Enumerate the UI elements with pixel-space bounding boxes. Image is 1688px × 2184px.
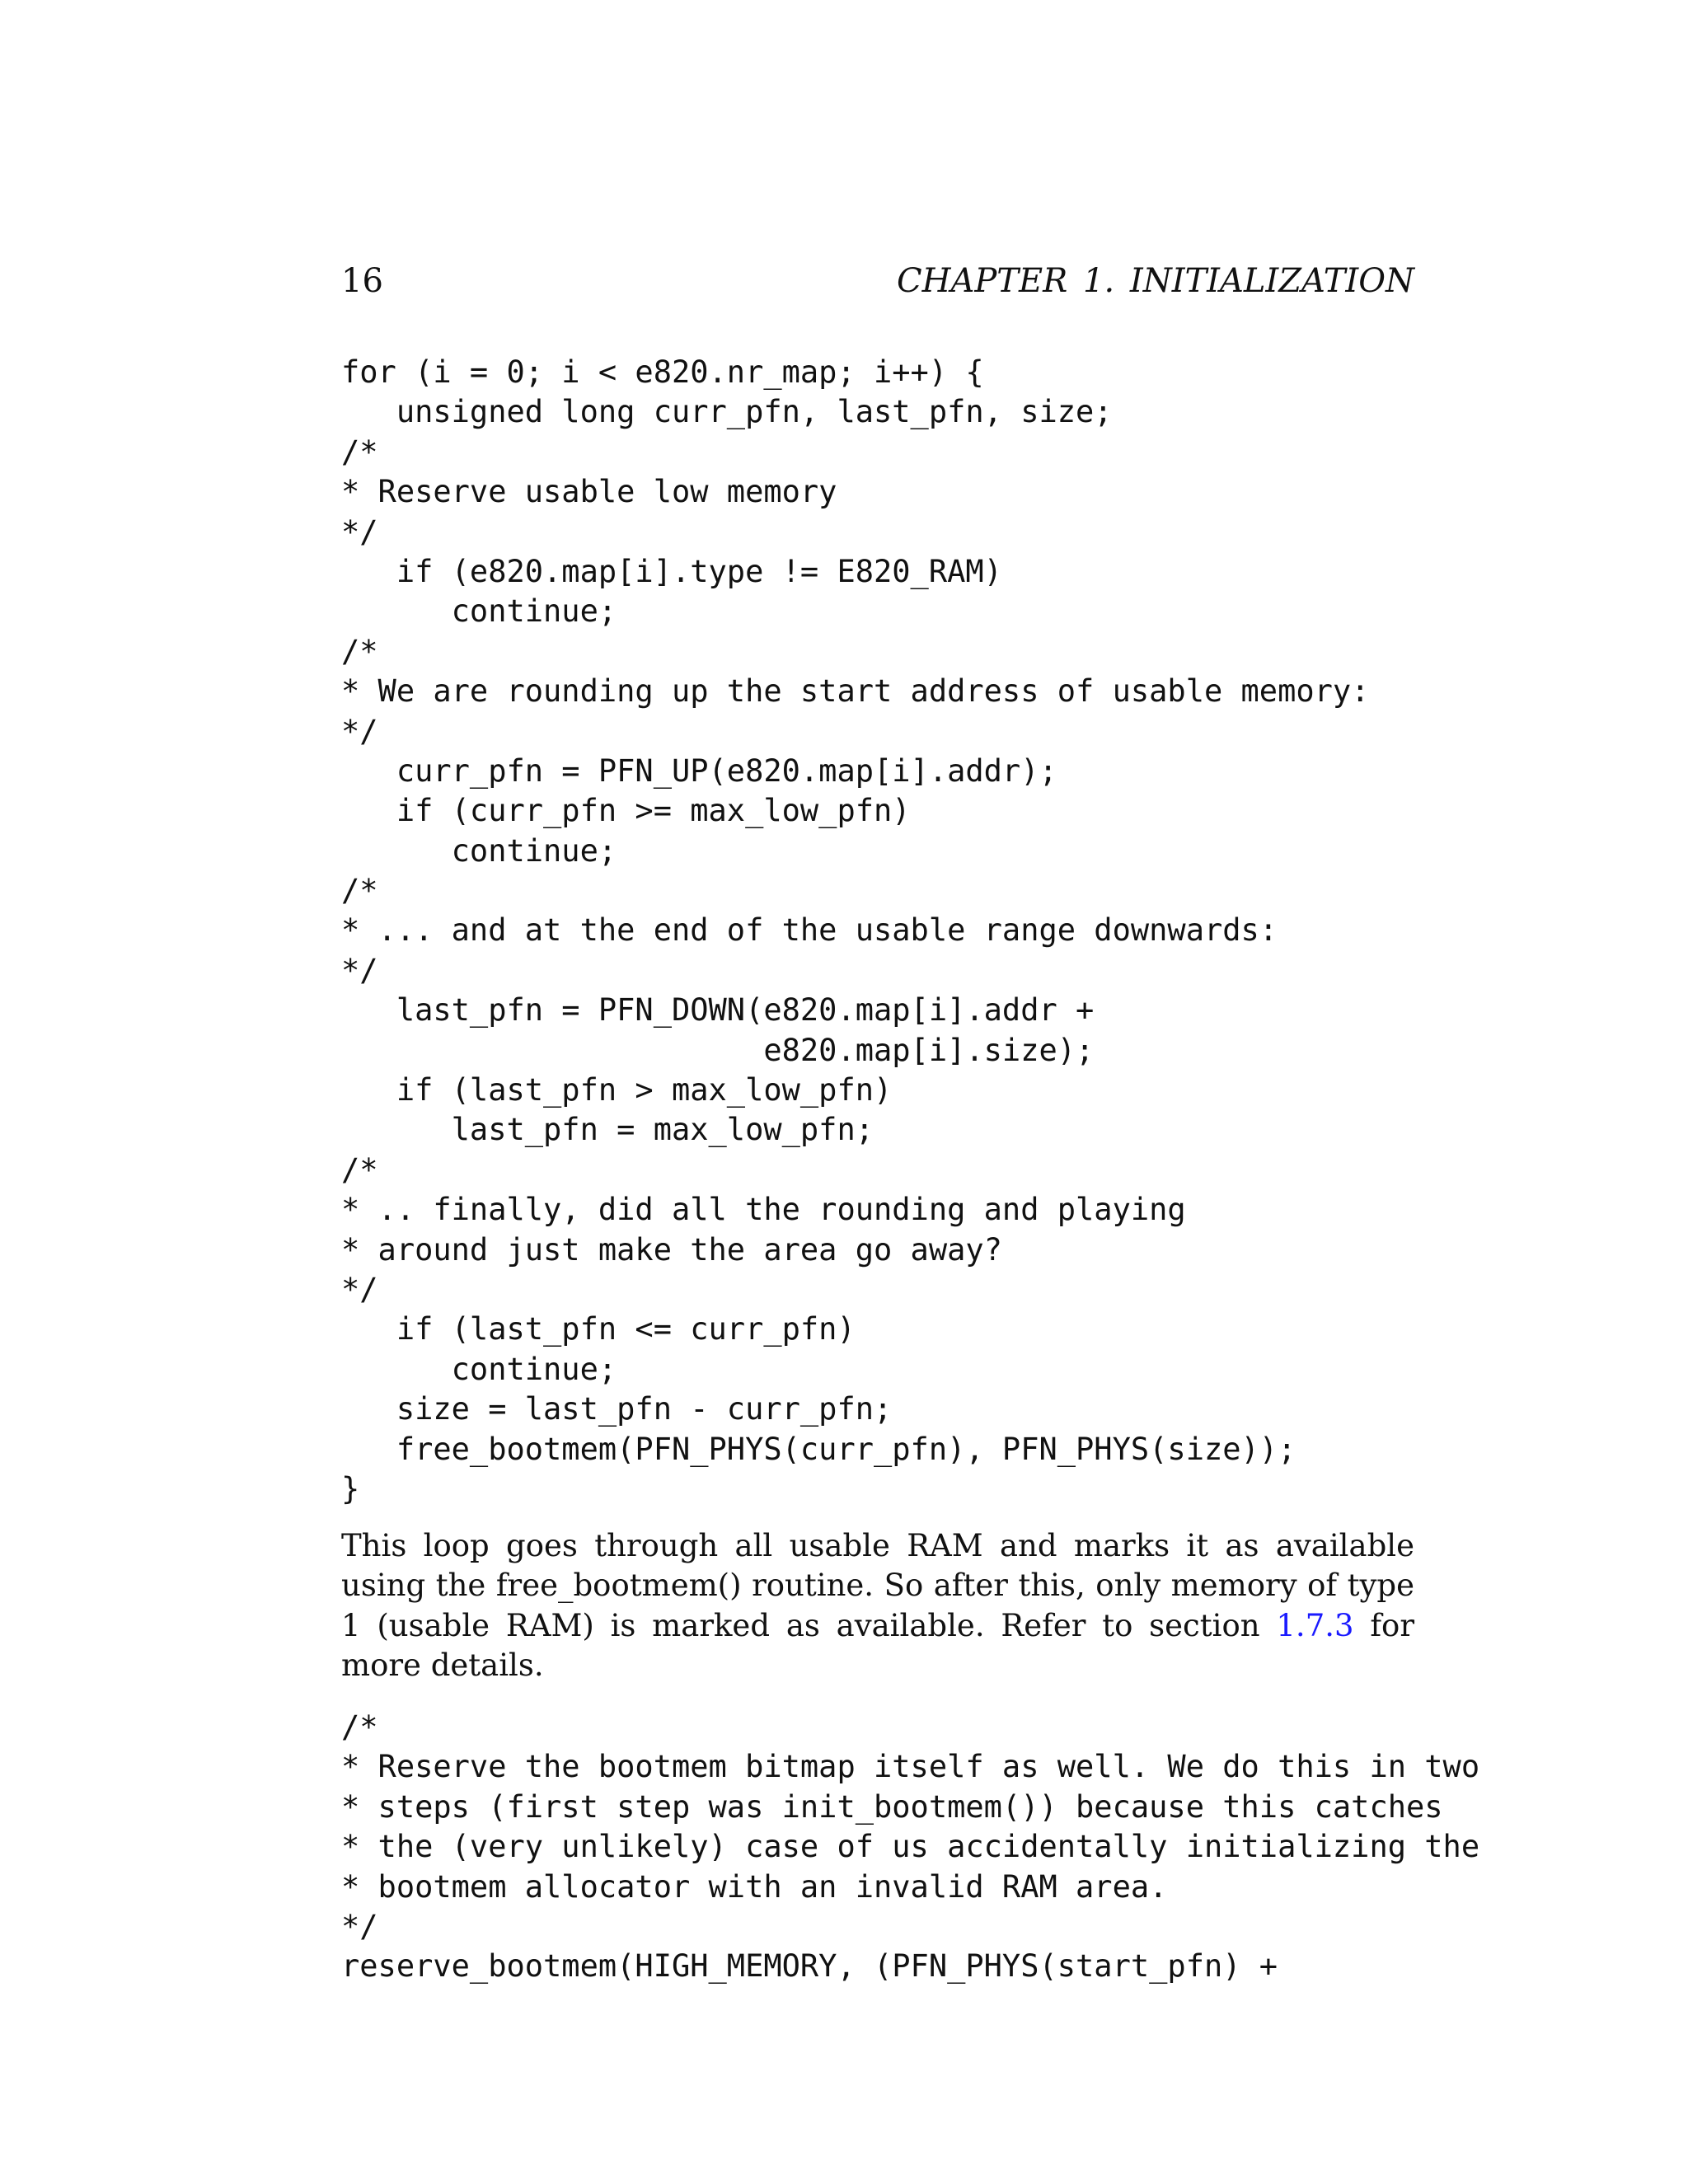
code-line: */ — [341, 513, 378, 550]
code-line: */ — [341, 713, 378, 749]
code-line: if (last_pfn > max_low_pfn) — [341, 1072, 893, 1108]
code-line: last_pfn = max_low_pfn; — [341, 1112, 874, 1148]
code-line: * ... and at the end of the usable range downwards: — [341, 912, 1278, 949]
code-line: last_pfn = PFN_DOWN(e820.map[i].addr + — [341, 992, 1095, 1029]
section-reference-link[interactable]: 1.7.3 — [1276, 1607, 1354, 1643]
code-line: */ — [341, 952, 378, 988]
code-line: /* — [341, 434, 378, 470]
code-line: /* — [341, 1151, 378, 1188]
code-line: /* — [341, 873, 378, 909]
code-line: * steps (first step was init_bootmem()) because this catches — [341, 1788, 1443, 1825]
code-line: * Reserve the bootmem bitmap itself as well. We do this in two — [341, 1749, 1480, 1785]
code-listing-memory-loop — [341, 353, 1369, 1509]
code-listing-reserve-bootmem — [341, 1708, 1479, 1987]
page-number: 16 — [341, 262, 383, 300]
code-line: } — [341, 1470, 360, 1507]
code-line: e820.map[i].size); — [341, 1032, 1095, 1068]
code-line: /* — [341, 1709, 378, 1745]
code-line: curr_pfn = PFN_UP(e820.map[i].addr); — [341, 752, 1057, 789]
running-head-chapter-title: CHAPTER 1. INITIALIZATION — [897, 262, 1414, 300]
code-line: unsigned long curr_pfn, last_pfn, size; — [341, 394, 1113, 430]
paragraph-text: This loop goes through all usable RAM and marks it as available using the free_bootmem() routine. So after this, only memory of type 1 (usable RAM) is marked as available. Refer to section — [341, 1528, 1414, 1643]
code-line: if (last_pfn <= curr_pfn) — [341, 1311, 856, 1347]
explanation-paragraph — [341, 1526, 1414, 1686]
code-line: * bootmem allocator with an invalid RAM area. — [341, 1868, 1168, 1905]
code-line: * We are rounding up the start address of usable memory: — [341, 673, 1370, 710]
code-line: continue; — [341, 832, 617, 869]
code-line: for (i = 0; i < e820.nr_map; i++) { — [341, 354, 984, 390]
paragraph-text-end: for more details. — [341, 1607, 1415, 1684]
code-line: reserve_bootmem(HIGH_MEMORY, (PFN_PHYS(start_pfn) + — [341, 1948, 1278, 1985]
code-line: continue; — [341, 593, 617, 630]
code-line: continue; — [341, 1351, 617, 1387]
code-line: */ — [341, 1908, 378, 1944]
code-line: size = last_pfn - curr_pfn; — [341, 1391, 893, 1427]
code-line: * the (very unlikely) case of us accidentally initializing the — [341, 1829, 1480, 1865]
code-line: /* — [341, 633, 378, 669]
code-line: */ — [341, 1271, 378, 1307]
code-line: * Reserve usable low memory — [341, 474, 837, 510]
page-header — [341, 262, 1414, 305]
code-line: free_bootmem(PFN_PHYS(curr_pfn), PFN_PHYS(size)); — [341, 1431, 1296, 1467]
code-line: * around just make the area go away? — [341, 1231, 1002, 1268]
code-line: if (curr_pfn >= max_low_pfn) — [341, 793, 911, 829]
code-line: * .. finally, did all the rounding and playing — [341, 1192, 1186, 1228]
code-line: if (e820.map[i].type != E820_RAM) — [341, 553, 1002, 589]
